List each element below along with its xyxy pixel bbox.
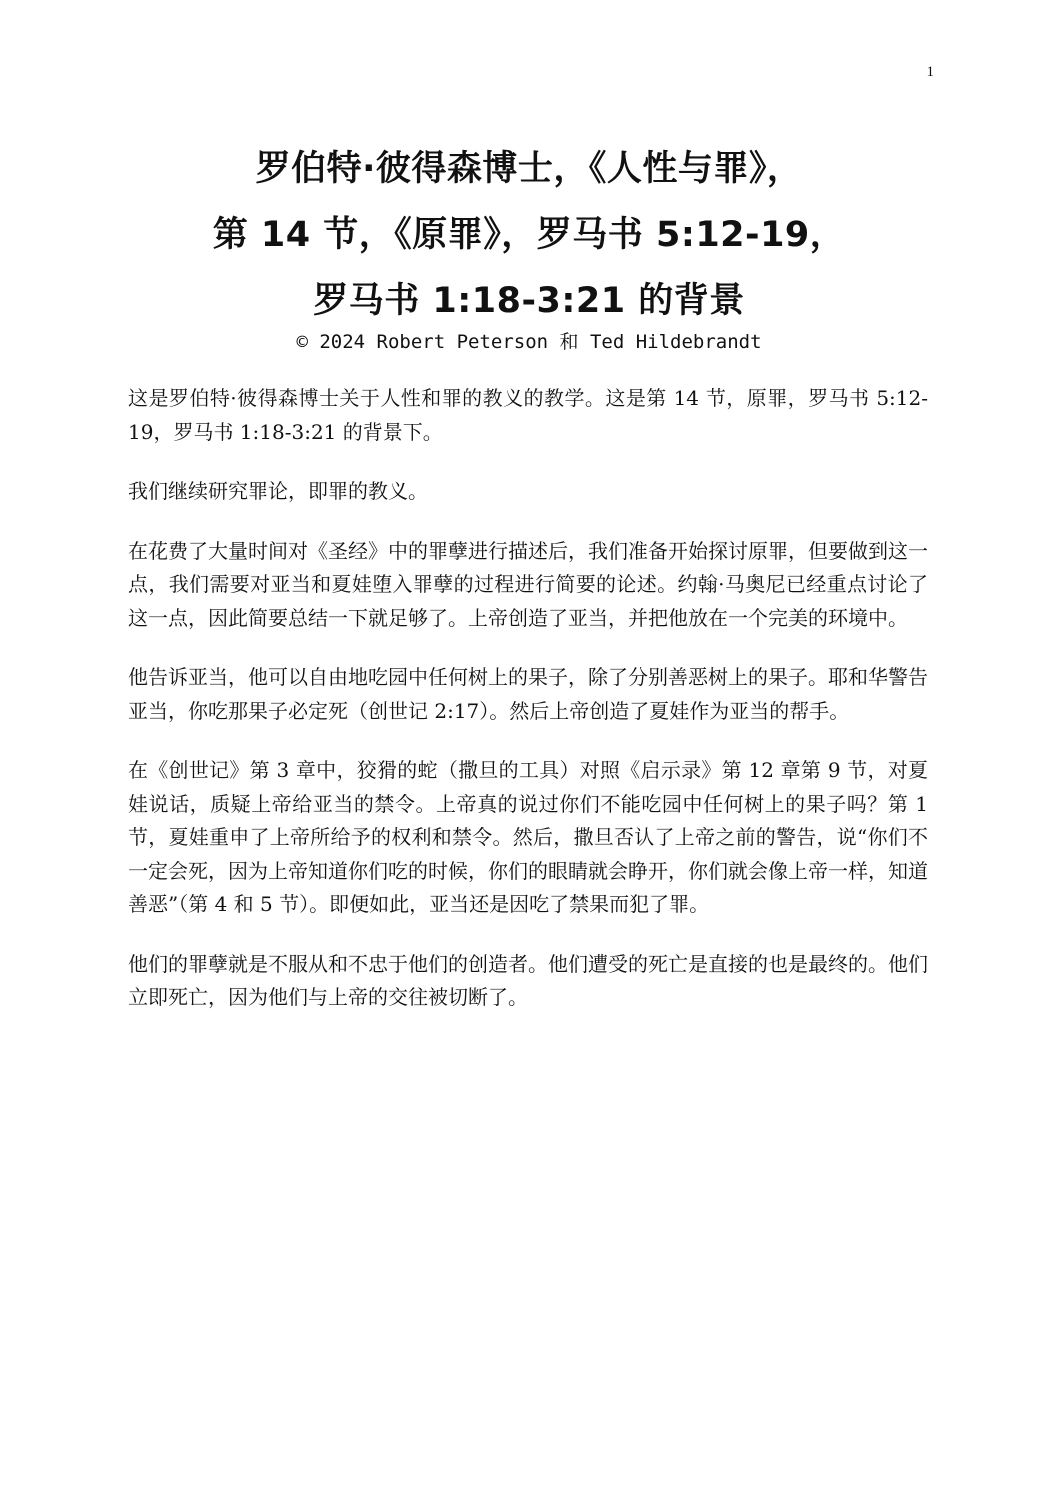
paragraph-1: 这是罗伯特·彼得森博士关于人性和罪的教义的教学。这是第 14 节，原罪，罗马书 5:12-19，罗马书 1:18-3:21 的背景下。 (128, 386, 928, 444)
document-body (128, 382, 928, 1041)
paragraph-2: 我们继续研究罪论，即罪的教义。 (128, 479, 428, 503)
title-line-2: 第 14 节，《原罪》，罗马书 5:12-19， (212, 215, 846, 255)
document-header (60, 136, 998, 354)
paragraph-4: 他告诉亚当，他可以自由地吃园中任何树上的果子，除了分别善恶树上的果子。耶和华警告亚当，你吃那果子必定死（创世记 2:17）。然后上帝创造了夏娃作为亚当的帮手。 (128, 665, 928, 723)
paragraph-6: 他们的罪孽就是不服从和不忠于他们的创造者。他们遭受的死亡是直接的也是最终的。他们立即死亡，因为他们与上帝的交往被切断了。 (128, 951, 928, 1009)
paragraph-3: 在花费了大量时间对《圣经》中的罪孽进行描述后，我们准备开始探讨原罪，但要做到这一点，我们需要对亚当和夏娃堕入罪孽的过程进行简要的论述。约翰·马奥尼已经重点讨论了这一点，因此简要总结一下就足够了。上帝创造了亚当，并把他放在一个完美的环境中。 (128, 538, 928, 630)
title-line-1: 罗伯特·彼得森博士，《人性与罪》， (255, 149, 803, 189)
title-line-3: 罗马书 1:18-3:21 的背景 (313, 281, 745, 321)
paragraph-5: 在《创世记》第 3 章中，狡猾的蛇（撒旦的工具）对照《启示录》第 12 章第 9 节，对夏娃说话，质疑上帝给亚当的禁令。上帝真的说过你们不能吃园中任何树上的果子吗？第 1 节，夏娃重申了上帝所给予的权利和禁令。然后，撒旦否认了上帝之前的警告，说“你们不一定会死，因为上帝知道你们吃的时候，你们的眼睛就会睁开，你们就会像上帝一样，知道善恶”（第 4 和 5 节）。即便如此，亚当还是因吃了禁果而犯了罪。 (128, 758, 928, 916)
copyright-line: © 2024 Robert Peterson 和 Ted Hildebrandt (296, 331, 762, 353)
page-number: 1 (926, 64, 934, 80)
